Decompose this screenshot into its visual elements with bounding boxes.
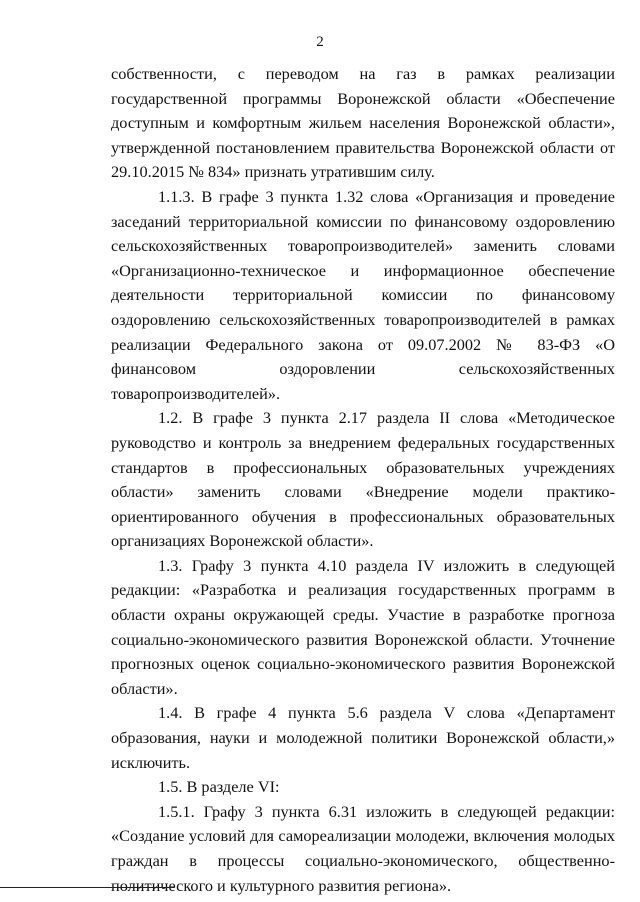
paragraph-1-1-3: 1.1.3. В графе 3 пункта 1.32 слова «Организация и проведение заседаний территориальной комиссии по финансовому оздоровлению сельскохозяйственных товаропроизводителей» заменить словами «Организационно-техническое и информационное обеспечение деятельности территориальной комиссии по финансовому оздоровлению сельскохозяйственных товаропроизводителей в рамках реализации Федерального закона от 09.07.2002 № 83-ФЗ «О финансовом оздоровлении сельскохозяйственных товаропроизводителей». [111,186,615,403]
paragraph-1-3: 1.3. Графу 3 пункта 4.10 раздела IV изложить в следующей редакции: «Разработка и реализация государственных программ в области охраны окружающей среды. Участие в разработке прогноза социально-экономического развития Воронежской области. Уточнение прогнозных оценок социально-экономического развития Воронежской области». [111,555,615,698]
paragraph-1-5: 1.5. В разделе VI: [158,777,280,797]
paragraph-1-4: 1.4. В графе 4 пункта 5.6 раздела V слова «Департамент образования, науки и молодежной политики Воронежской области,» исключить. [111,703,615,772]
document-body [111,62,615,898]
page-number: 2 [316,34,324,50]
footer-divider [0,887,175,888]
paragraph-continuation: собственности, с переводом на газ в рамках реализации государственной программы Воронежской области «Обеспечение доступным и комфортным жильем населения Воронежской области», утвержденной постановлением правительства Воронежской области от 29.10.2015 № 834» признать утратившим силу. [111,64,615,182]
paragraph-1-5-1: 1.5.1. Графу 3 пункта 6.31 изложить в следующей редакции: «Создание условий для самореализации молодежи, включения молодых граждан в процессы социально-экономического, общественно-политического и культурного развития региона». [111,801,615,895]
paragraph-1-2: 1.2. В графе 3 пункта 2.17 раздела II слова «Методическое руководство и контроль за внедрением федеральных государственных стандартов в профессиональных образовательных учреждениях области» заменить словами «Внедрение модели практико-ориентированного обучения в профессиональных образовательных организациях Воронежской области». [111,408,615,551]
